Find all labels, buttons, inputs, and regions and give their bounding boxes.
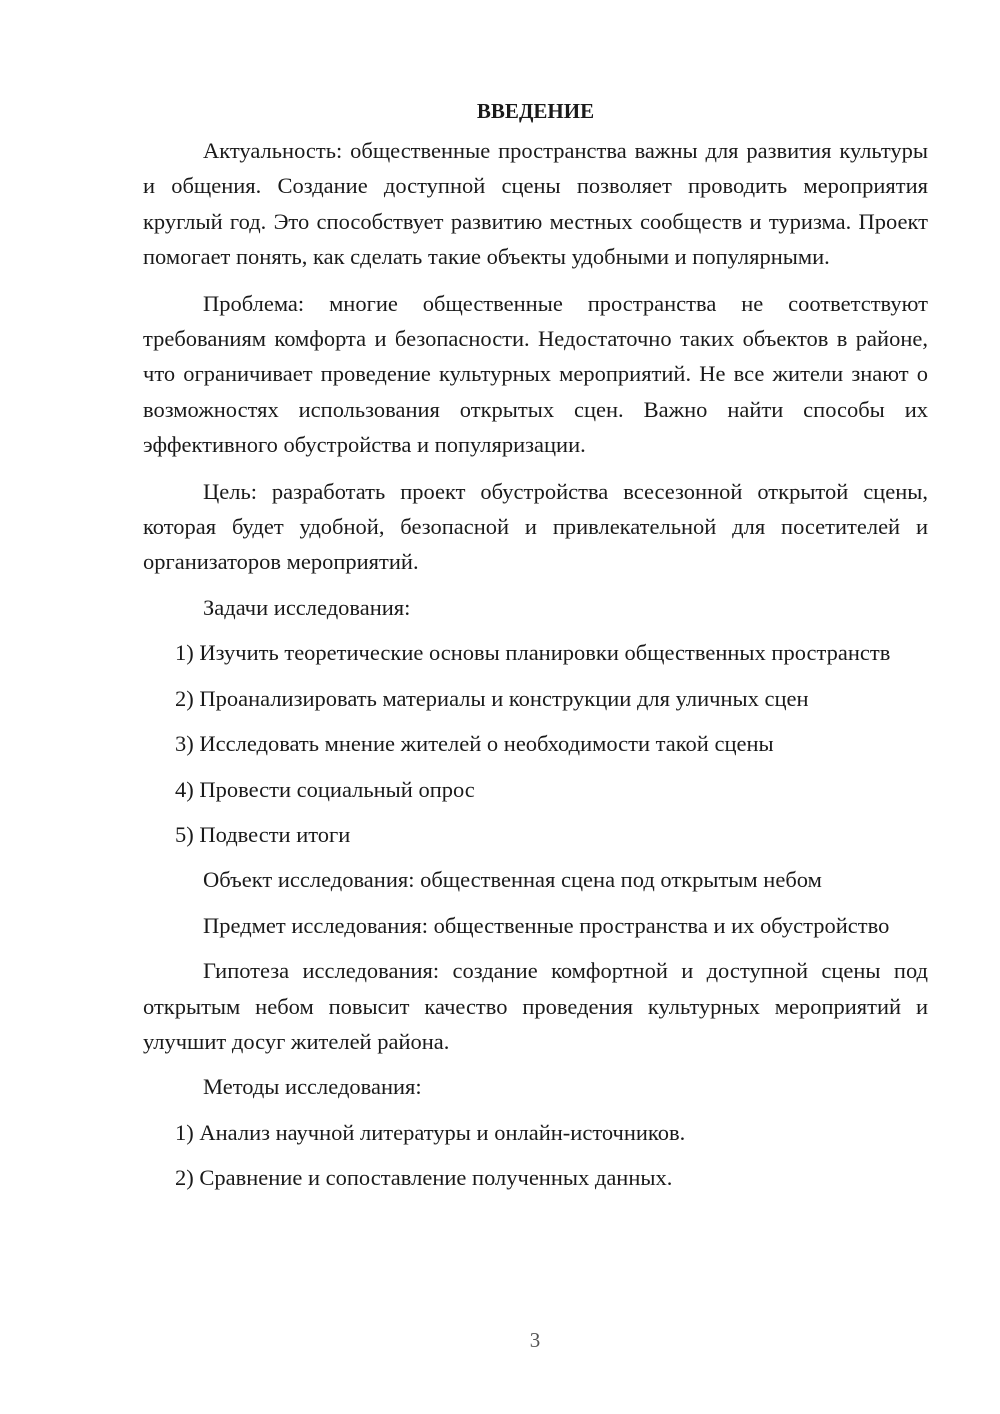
list-item: 1) Изучить теоретические основы планировки общественных пространств bbox=[175, 640, 891, 666]
methods-heading: Методы исследования: bbox=[203, 1074, 422, 1100]
list-item: 3) Исследовать мнение жителей о необходимости такой сцены bbox=[175, 731, 774, 757]
page-number: 3 bbox=[529, 1328, 541, 1352]
subject-paragraph: Предмет исследования: общественные пространства и их обустройство bbox=[203, 912, 890, 938]
document-page bbox=[143, 96, 928, 1196]
hypothesis-paragraph: Гипотеза исследования: создание комфортной и доступной сцены под открытым небом повысит качество проведения культурных мероприятий и улучшит досуг жителей района. bbox=[143, 958, 928, 1054]
page-title: ВВЕДЕНИЕ bbox=[476, 99, 595, 123]
list-item: 2) Проанализировать материалы и конструкции для уличных сцен bbox=[175, 685, 809, 711]
relevance-paragraph: Актуальность: общественные пространства важны для развития культуры и общения. Создание доступной сцены позволяет проводить мероприятия круглый год. Это способствует развитию местных сообществ и туризма. Проект помогает понять, как сделать такие объекты удобными и популярными. bbox=[143, 138, 928, 270]
list-item: 2) Сравнение и сопоставление полученных данных. bbox=[175, 1165, 673, 1191]
goal-paragraph: Цель: разработать проект обустройства всесезонной открытой сцены, которая будет удобной, безопасной и привлекательной для посетителей и организаторов мероприятий. bbox=[143, 478, 928, 575]
list-item: 5) Подвести итоги bbox=[175, 821, 351, 847]
list-item: 1) Анализ научной литературы и онлайн-источников. bbox=[175, 1119, 686, 1145]
tasks-heading: Задачи исследования: bbox=[203, 594, 411, 620]
list-item: 4) Провести социальный опрос bbox=[175, 776, 475, 802]
problem-paragraph: Проблема: многие общественные пространства не соответствуют требованиям комфорта и безопасности. Недостаточно таких объектов в районе, что ограничивает проведение культурных мероприятий. Не все жители знают о возможностях использования открытых сцен. Важно найти способы их эффективного обустройства и популяризации. bbox=[143, 290, 928, 458]
object-line: Объект исследования: общественная сцена под открытым небом bbox=[203, 867, 822, 893]
